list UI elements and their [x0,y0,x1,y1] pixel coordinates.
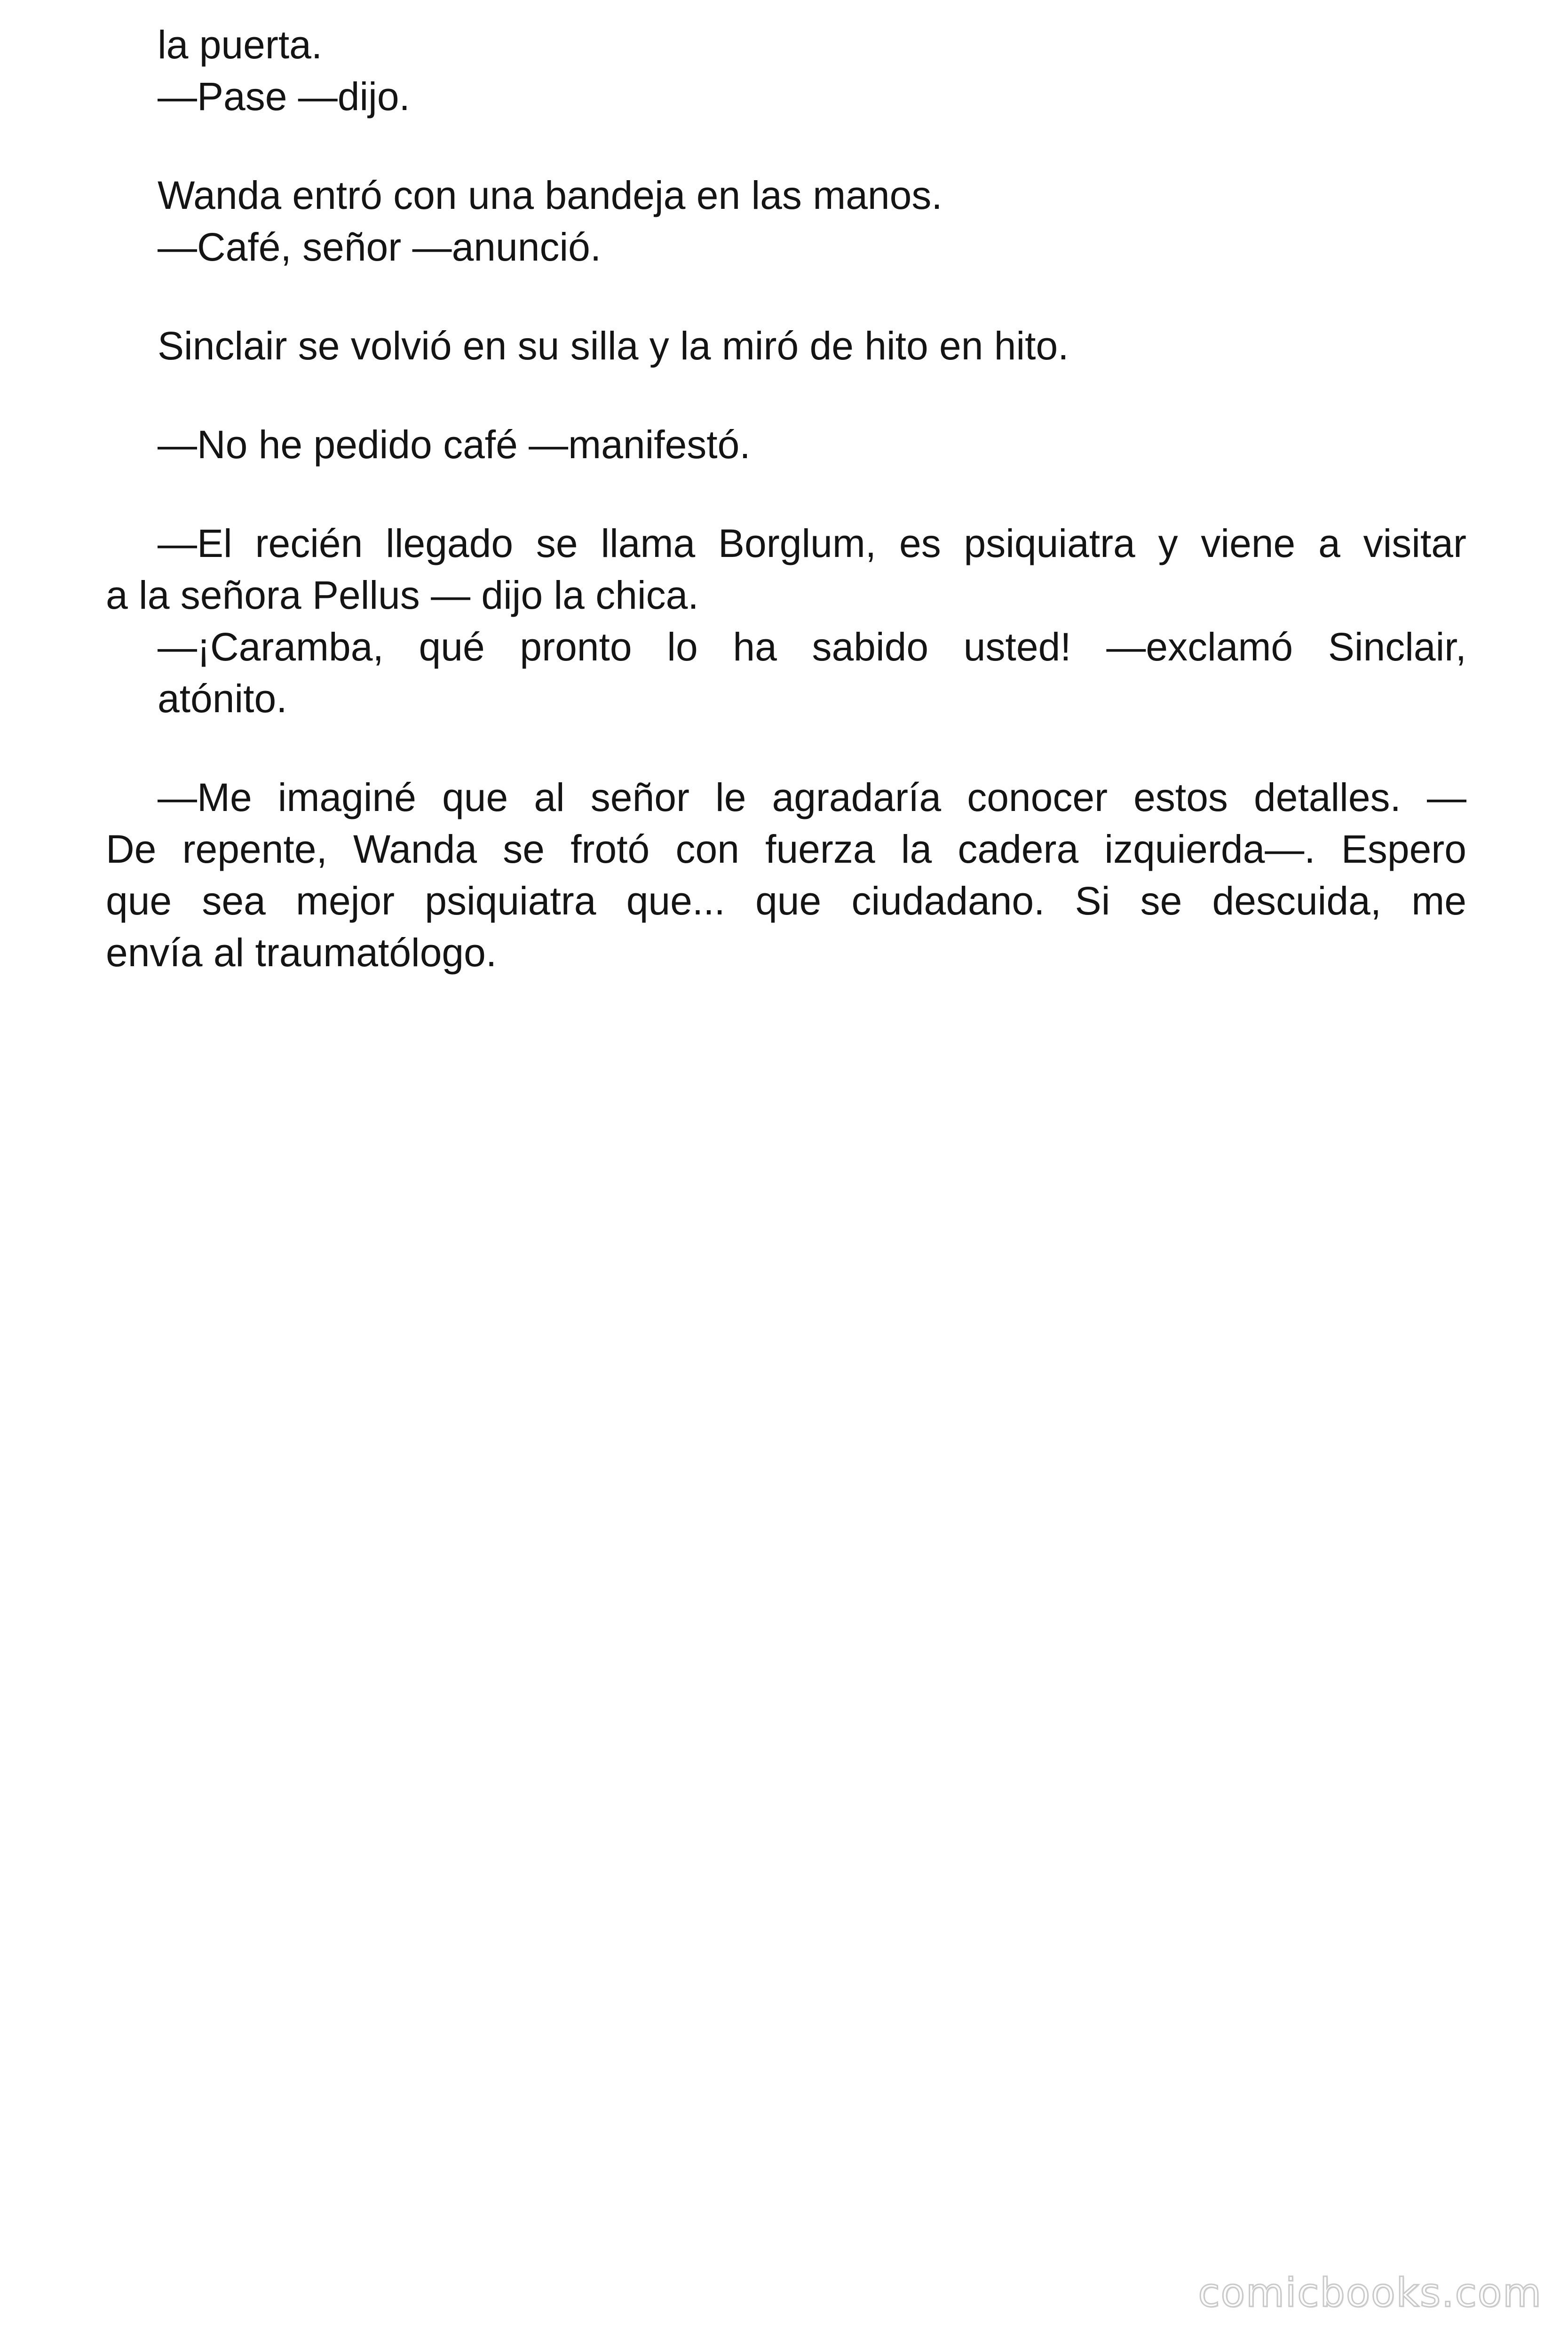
text-line: —¡Caramba, qué pronto lo ha sabido usted! —exclamó Sinclair, [158,625,1466,669]
text-line: Sinclair se volvió en su silla y la miró de hito en hito. [158,324,1069,368]
text-line: la puerta. [158,23,323,67]
text-line: que sea mejor psiquiatra que... que ciudadano. Si se descuida, me [106,879,1466,923]
text-line: De repente, Wanda se frotó con fuerza la cadera izquierda—. Espero [106,827,1466,871]
text-line: —Me imaginé que al señor le agradaría conocer estos detalles. — [158,775,1466,819]
text-line: —Pase —dijo. [158,74,410,119]
text-line: —Café, señor —anunció. [158,225,602,269]
text-line: Wanda entró con una bandeja en las manos. [158,173,942,217]
text-line: envía al traumatólogo. [106,930,497,975]
text-line: a la señora Pellus — dijo la chica. [106,573,699,617]
text-line: —No he pedido café —manifestó. [158,422,751,467]
watermark: comicbooks.com [1198,2270,1542,2316]
text-line: atónito. [158,676,287,721]
text-line: —El recién llegado se llama Borglum, es psiquiatra y viene a visitar [158,521,1466,565]
document-page [106,19,1466,978]
